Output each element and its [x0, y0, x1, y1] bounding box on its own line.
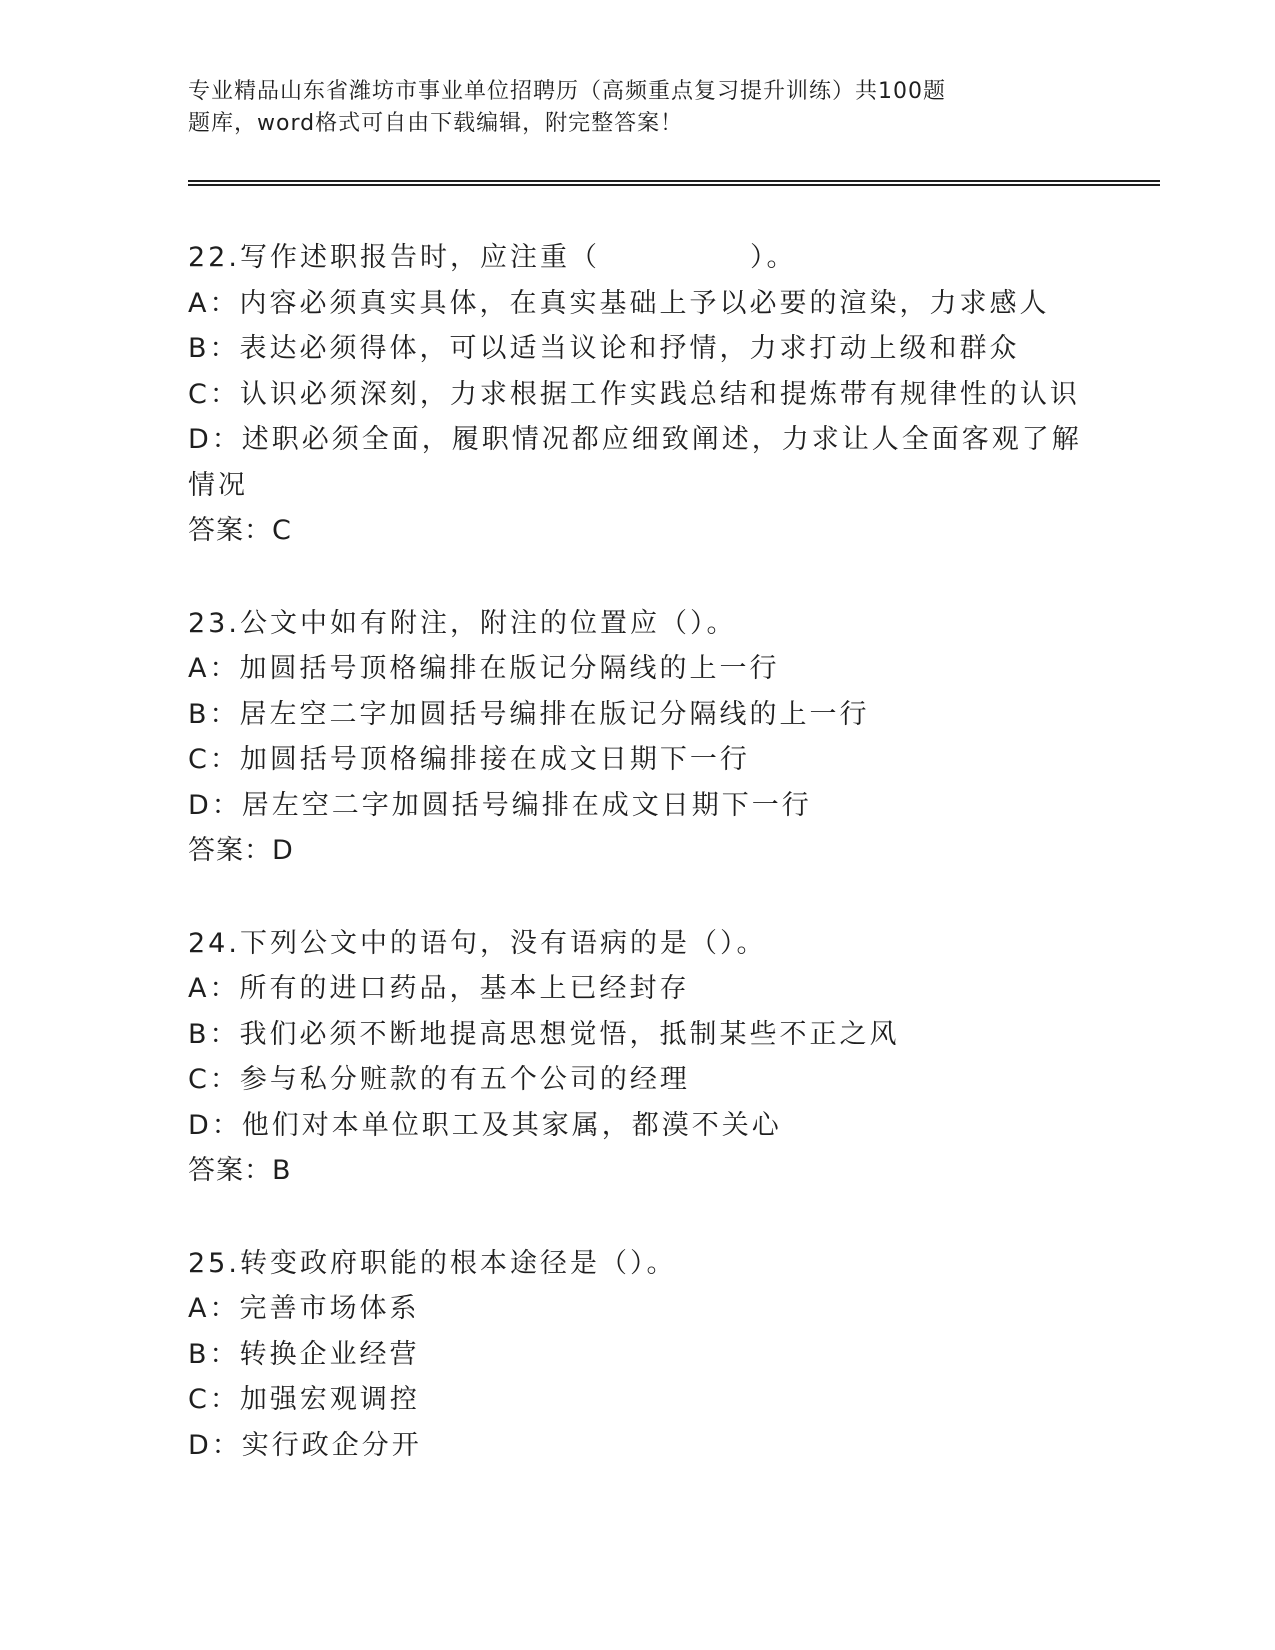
option-d: D：述职必须全面，履职情况都应细致阐述，力求让人全面客观了解情况 [188, 424, 1082, 501]
question-24 [188, 921, 1088, 1194]
option-a: A：完善市场体系 [188, 1293, 420, 1324]
question-23 [188, 601, 1088, 874]
answer-label: 答案：C [188, 515, 292, 546]
option-c: C：参与私分赃款的有五个公司的经理 [188, 1064, 690, 1095]
option-b: B：居左空二字加圆括号编排在版记分隔线的上一行 [188, 698, 870, 730]
option-d: D：居左空二字加圆括号编排在成文日期下一行 [188, 789, 812, 821]
option-d: D：他们对本单位职工及其家属，都漠不关心 [188, 1109, 782, 1141]
answer-label: 答案：B [188, 1155, 292, 1186]
header-title-line-1: 专业精品山东省潍坊市事业单位招聘历（高频重点复习提升训练）共100题 [188, 79, 946, 104]
question-stem: 25.转变政府职能的根本途径是（）。 [188, 1247, 677, 1279]
question-stem: 24.下列公文中的语句，没有语病的是（）。 [188, 927, 767, 959]
option-a: A：所有的进口药品，基本上已经封存 [188, 973, 690, 1004]
question-stem-end: ）。 [749, 242, 797, 273]
header-divider-bottom [188, 184, 1160, 186]
header-title-line-2: 题库，word格式可自由下载编辑，附完整答案！ [188, 111, 684, 136]
option-c: C：加圆括号顶格编排接在成文日期下一行 [188, 744, 750, 775]
option-d: D：实行政企分开 [188, 1429, 422, 1461]
header-divider-top [188, 180, 1160, 182]
question-list [188, 235, 1088, 1515]
question-stem-text: 22.写作述职报告时，应注重（ [188, 242, 600, 273]
option-c: C：认识必须深刻，力求根据工作实践总结和提炼带有规律性的认识 [188, 378, 1080, 410]
option-b: B：我们必须不断地提高思想觉悟，抵制某些不正之风 [188, 1018, 900, 1050]
option-c: C：加强宏观调控 [188, 1384, 420, 1415]
option-b: B：表达必须得体，可以适当议论和抒情，力求打动上级和群众 [188, 333, 1020, 364]
option-b: B：转换企业经营 [188, 1338, 420, 1370]
document-header [188, 76, 1018, 140]
question-stem: 23.公文中如有附注，附注的位置应（）。 [188, 607, 737, 639]
answer-label: 答案：D [188, 835, 294, 866]
question-22 [188, 235, 1088, 554]
option-a: A：内容必须真实具体，在真实基础上予以必要的渲染，力求感人 [188, 287, 1050, 319]
question-stem [188, 235, 1088, 281]
option-a: A：加圆括号顶格编排在版记分隔线的上一行 [188, 653, 780, 684]
question-25 [188, 1241, 1088, 1469]
